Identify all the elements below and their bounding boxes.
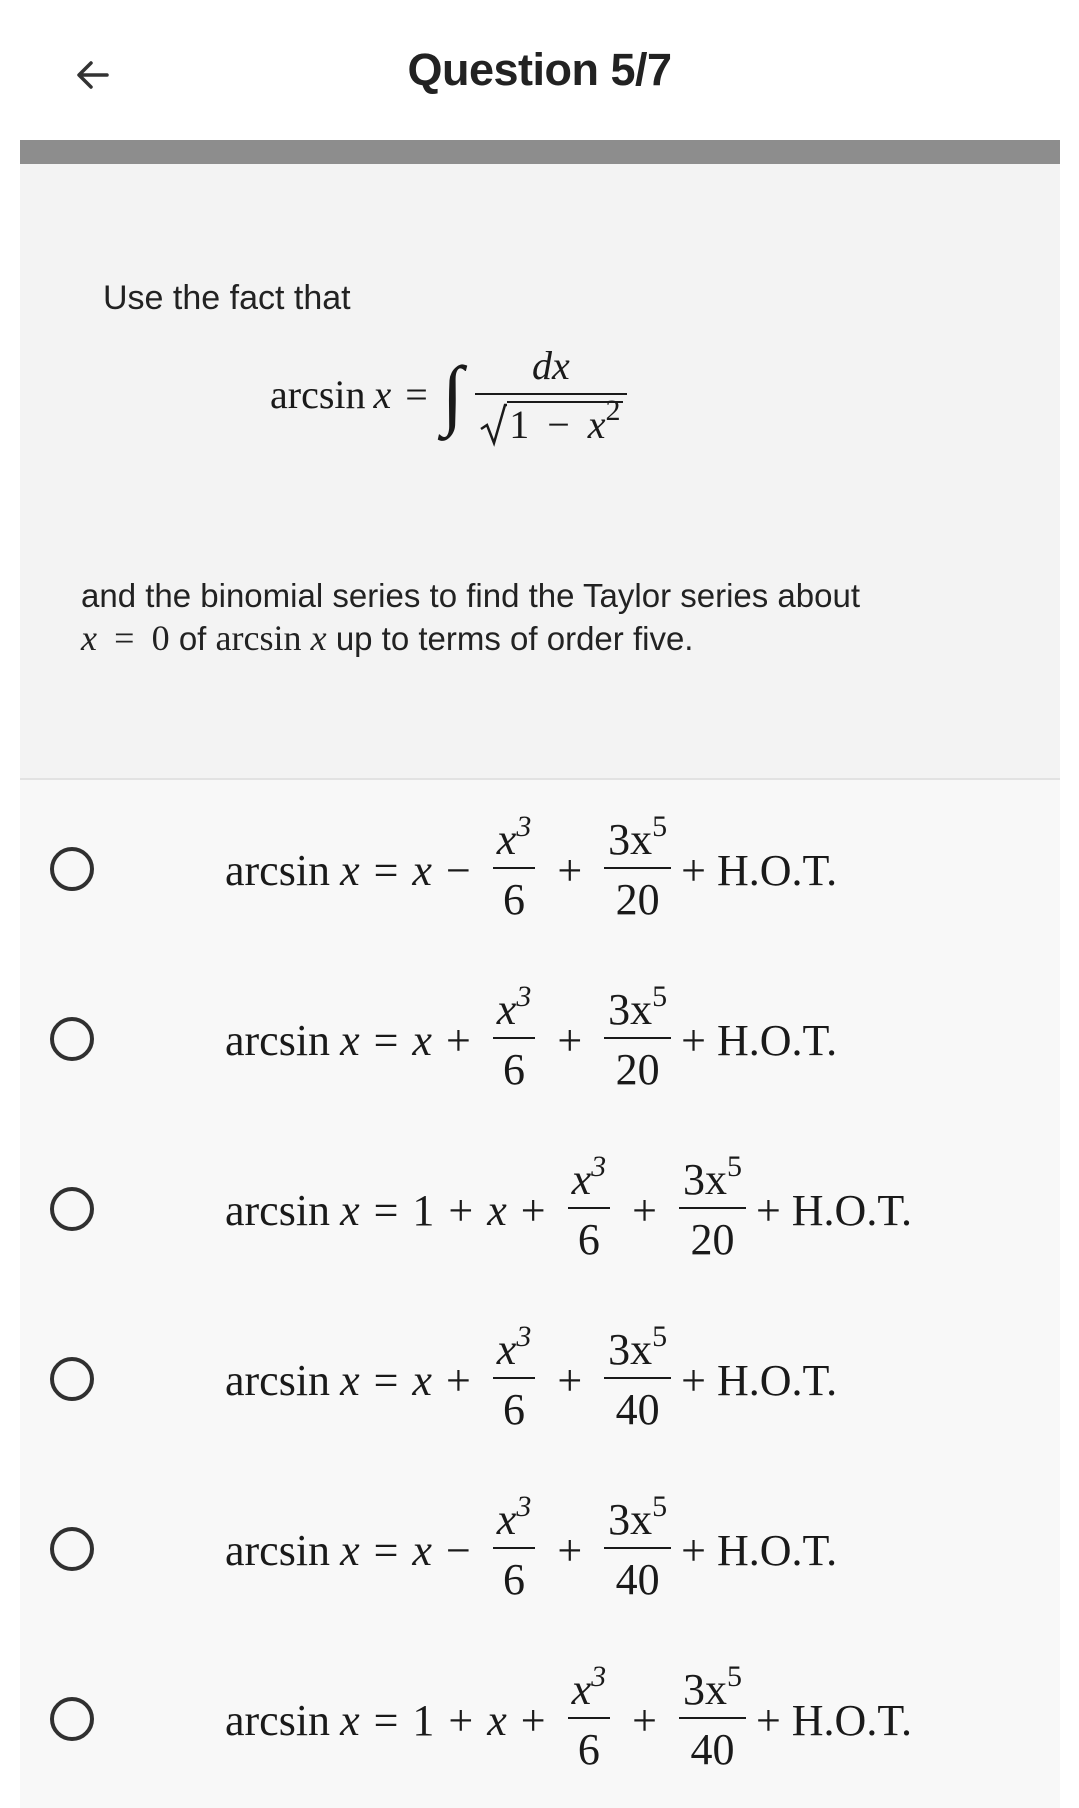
num-exp: 5: [726, 1150, 742, 1183]
question-text-after: up to terms of order five.: [335, 620, 694, 657]
eq-equals: =: [373, 1355, 399, 1405]
fraction-denominator: 6: [503, 875, 526, 924]
eq-op1: −: [445, 845, 471, 895]
eq-first: x: [487, 1695, 507, 1745]
question-zero: 0: [151, 618, 170, 658]
eq-var: x: [340, 1695, 360, 1745]
eq-equals: =: [373, 1525, 399, 1575]
sqrt-sign-icon: [479, 403, 507, 447]
num-exp: 5: [652, 810, 668, 843]
eq-lead: 1: [412, 1185, 435, 1235]
fraction-bar: [604, 867, 671, 869]
question-x-var: x: [310, 618, 327, 658]
eq-var: x: [340, 1185, 360, 1235]
eq-var: x: [340, 1015, 360, 1065]
fraction-numerator: [493, 980, 536, 1035]
num-exp: 3: [591, 1150, 607, 1183]
num-exp: 3: [516, 980, 532, 1013]
eq-op2: +: [557, 1355, 583, 1405]
fraction-denominator: 6: [503, 1555, 526, 1604]
question-of: of: [178, 620, 207, 657]
fraction-numerator: [493, 1490, 536, 1545]
fraction-bar: [568, 1717, 611, 1719]
num-base: x: [496, 1325, 517, 1374]
num-base: x: [571, 1665, 592, 1714]
answer-option-3[interactable]: [20, 1120, 1060, 1290]
eq-op1: +: [520, 1695, 546, 1745]
page-title: Question 5/7: [407, 44, 672, 95]
progress-fill: [20, 140, 1060, 164]
den-exp: 2: [605, 394, 621, 427]
eq-first: x: [412, 1525, 432, 1575]
eq-lead: 1: [412, 1695, 435, 1745]
fraction-denominator: 40: [615, 1555, 660, 1604]
progress-bar: [20, 140, 1060, 164]
fraction-bar: [568, 1207, 611, 1209]
fraction-denominator: 20: [615, 1045, 660, 1094]
answer-option-2[interactable]: [20, 950, 1060, 1120]
eq-tail: + H.O.T.: [681, 1355, 838, 1405]
top-bar: [0, 0, 1079, 135]
question-x: x: [81, 618, 97, 658]
num-base: 3x: [608, 815, 653, 864]
fraction-1: [568, 1150, 611, 1265]
num-exp: 3: [516, 1320, 532, 1353]
eq-op2: +: [632, 1695, 657, 1745]
num-base: 3x: [608, 1495, 653, 1544]
eq-op1: +: [445, 1015, 471, 1065]
fraction-bar: [493, 1377, 536, 1379]
num-base: x: [496, 1495, 517, 1544]
fraction-numerator: [604, 1490, 671, 1545]
fraction-bar: [604, 1037, 671, 1039]
formula-arcsin: arcsin: [270, 371, 366, 417]
eq-arcsin: arcsin: [225, 1695, 331, 1745]
radio-button[interactable]: [50, 1187, 94, 1231]
answer-option-5[interactable]: [20, 1460, 1060, 1630]
fraction-2: [679, 1150, 746, 1265]
eq-first: x: [487, 1185, 507, 1235]
option-equation: [225, 800, 837, 940]
radio-button[interactable]: [50, 847, 94, 891]
fraction-1: [493, 1490, 536, 1605]
fraction-numerator: [604, 1320, 671, 1375]
fraction-numerator: [493, 1320, 536, 1375]
eq-op2: +: [557, 1015, 583, 1065]
num-base: 3x: [682, 1155, 727, 1204]
fraction-2: [604, 980, 671, 1095]
eq-tail: + H.O.T.: [755, 1695, 912, 1745]
fraction-denominator: 6: [577, 1725, 600, 1774]
eq-tail: + H.O.T.: [681, 1015, 838, 1065]
question-text-before: and the binomial series to find the Taylor series about: [81, 577, 861, 614]
eq-op1: +: [445, 1355, 471, 1405]
eq-equals: =: [373, 845, 399, 895]
fraction-bar: [604, 1547, 671, 1549]
formula-fraction: [475, 341, 626, 447]
eq-var: x: [340, 1355, 360, 1405]
eq-arcsin: arcsin: [225, 845, 331, 895]
eq-arcsin: arcsin: [225, 1525, 331, 1575]
option-equation: [225, 1650, 912, 1790]
radio-button[interactable]: [50, 1017, 94, 1061]
formula-fraction-bar: [475, 393, 626, 395]
den-one: 1: [509, 402, 530, 447]
radio-button[interactable]: [50, 1527, 94, 1571]
num-exp: 5: [726, 1660, 742, 1693]
fraction-2: [679, 1660, 746, 1775]
formula-equals: =: [405, 371, 428, 417]
eq-tail: + H.O.T.: [755, 1185, 912, 1235]
fraction-denominator: 40: [690, 1725, 735, 1774]
answer-options: [20, 780, 1060, 1808]
question-panel: [20, 164, 1060, 778]
fraction-numerator: [679, 1150, 746, 1205]
fraction-denominator: 6: [503, 1045, 526, 1094]
fraction-numerator: [568, 1150, 611, 1205]
fraction-bar: [679, 1717, 746, 1719]
num-base: 3x: [608, 1325, 653, 1374]
num-exp: 3: [516, 810, 532, 843]
eq-tail: + H.O.T.: [681, 845, 838, 895]
question-text: [81, 574, 1041, 660]
formula-var: x: [373, 371, 392, 417]
answer-option-1[interactable]: [20, 780, 1060, 950]
eq-first: x: [412, 1355, 432, 1405]
question-intro: Use the fact that: [103, 279, 351, 317]
num-exp: 5: [652, 1320, 668, 1353]
radio-button[interactable]: [50, 1357, 94, 1401]
eq-lead-op: +: [448, 1185, 474, 1235]
num-base: x: [496, 985, 517, 1034]
fraction-numerator: [493, 810, 536, 865]
answer-option-4[interactable]: [20, 1290, 1060, 1460]
fraction-bar: [604, 1377, 671, 1379]
eq-equals: =: [373, 1185, 399, 1235]
question-equals: =: [114, 618, 135, 658]
eq-op1: −: [445, 1525, 471, 1575]
num-exp: 5: [652, 1490, 668, 1523]
option-equation: [225, 1310, 837, 1450]
integral-formula: [270, 324, 635, 464]
den-minus: −: [547, 402, 570, 447]
radio-button[interactable]: [50, 1697, 94, 1741]
eq-op1: +: [520, 1185, 546, 1235]
formula-numerator: dx: [532, 343, 570, 388]
eq-var: x: [340, 1525, 360, 1575]
num-base: 3x: [608, 985, 653, 1034]
fraction-1: [568, 1660, 611, 1775]
eq-first: x: [412, 845, 432, 895]
fraction-numerator: [679, 1660, 746, 1715]
fraction-denominator: 40: [615, 1385, 660, 1434]
option-equation: [225, 1140, 912, 1280]
den-x: x: [587, 402, 606, 447]
num-base: 3x: [682, 1665, 727, 1714]
fraction-denominator: 20: [615, 875, 660, 924]
eq-equals: =: [373, 1695, 399, 1745]
fraction-bar: [493, 1037, 536, 1039]
fraction-1: [493, 980, 536, 1095]
option-equation: [225, 1480, 837, 1620]
option-equation: [225, 970, 837, 1110]
num-exp: 5: [652, 980, 668, 1013]
integral-sign: ∫: [441, 350, 464, 437]
eq-var: x: [340, 845, 360, 895]
fraction-denominator: 6: [577, 1215, 600, 1264]
fraction-denominator: 6: [503, 1385, 526, 1434]
formula-denominator: [475, 394, 626, 447]
fraction-2: [604, 1320, 671, 1435]
eq-arcsin: arcsin: [225, 1355, 331, 1405]
eq-op2: +: [557, 1525, 583, 1575]
answer-option-6[interactable]: [20, 1630, 1060, 1800]
fraction-numerator: [568, 1660, 611, 1715]
fraction-1: [493, 1320, 536, 1435]
fraction-2: [604, 1490, 671, 1605]
num-base: x: [496, 815, 517, 864]
eq-arcsin: arcsin: [225, 1015, 331, 1065]
fraction-1: [493, 810, 536, 925]
fraction-numerator: [604, 810, 671, 865]
fraction-bar: [493, 1547, 536, 1549]
eq-op2: +: [632, 1185, 657, 1235]
fraction-2: [604, 810, 671, 925]
num-exp: 3: [591, 1660, 607, 1693]
eq-lead-op: +: [448, 1695, 474, 1745]
num-base: x: [571, 1155, 592, 1204]
eq-arcsin: arcsin: [225, 1185, 331, 1235]
eq-first: x: [412, 1015, 432, 1065]
question-arcsin: arcsin: [215, 618, 302, 658]
num-exp: 3: [516, 1490, 532, 1523]
fraction-bar: [679, 1207, 746, 1209]
eq-tail: + H.O.T.: [681, 1525, 838, 1575]
eq-equals: =: [373, 1015, 399, 1065]
fraction-numerator: [604, 980, 671, 1035]
eq-op2: +: [557, 845, 583, 895]
fraction-denominator: 20: [690, 1215, 735, 1264]
fraction-bar: [493, 867, 536, 869]
